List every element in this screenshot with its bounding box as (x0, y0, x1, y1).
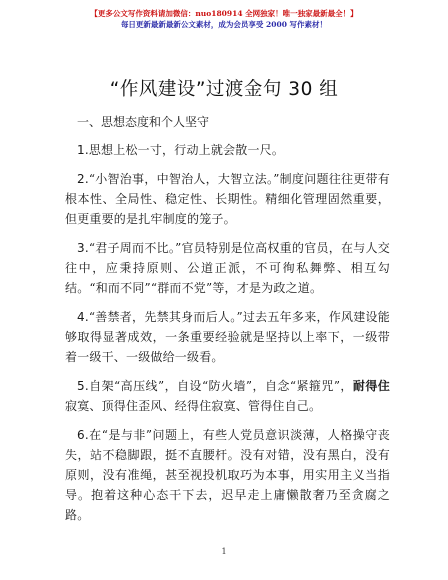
banner-update-line: 每日更新最新最新公文素材，成为会员享受 2000 写作素材！ (120, 20, 328, 29)
paragraph-3 (65, 238, 390, 298)
paragraph-number: 4. (77, 310, 89, 324)
paragraph-text: 思想上松一寸，行动上就会散一尺。 (88, 143, 285, 157)
document-title: “作风建设”过渡金句 30 组 (109, 79, 339, 100)
paragraph-number: 3. (77, 241, 89, 255)
banner-promo-line: 【更多公文写作资料请加微信：nuo180914 全网独家！唯一独家最新最全！】 (90, 9, 358, 18)
paragraph-number: 1. (77, 143, 89, 157)
paragraph-text: “善禁者，先禁其身而后人。”过去五年多来，作风建设能够取得显著成效，一条重要经验就是坚持以上率下，一级带着一级干、一级做给一级看。 (65, 310, 390, 364)
paragraph-text: “君子周而不比。”官员特别是位高权重的官员，在与人交往中，应秉持原则、公道正派，不可徇私舞弊、相互勾结。“和而不同”“群而不党”等，才是为政之道。 (65, 241, 390, 295)
paragraph-number: 5. (77, 379, 89, 393)
document-body (65, 112, 390, 534)
paragraph-text: 自架“高压线”，自设“防火墙”，自念“紧箍咒”， (88, 379, 353, 393)
paragraph-4 (65, 307, 390, 367)
page-number: 1 (221, 547, 227, 556)
paragraph-2 (65, 169, 390, 229)
paragraph-number: 2. (77, 172, 89, 186)
paragraph-text: 在“是与非”问题上，有些人党员意识淡薄，人格操守丧失，站不稳脚跟，挺不直腰杆。没有对错，没有黑白，没有原则，没有准绳，甚至视投机取巧为本事，用实用主义当指导。抱着这种心态干下去，迟早走上庸懒散奢乃至贪腐之路。 (65, 428, 390, 522)
paragraph-1 (65, 140, 390, 160)
section-heading: 一、思想态度和个人坚守 (77, 115, 210, 129)
paragraph-text-continued: 寂寞、顶得住歪风、经得住寂寞、管得住自己。 (65, 399, 322, 413)
paragraph-5 (65, 376, 390, 416)
header-banner (0, 8, 448, 30)
paragraph-text: “小智治事，中智治人，大智立法。”制度问题往往更带有根本性、全局性、稳定性、长期性。精细化管理固然重要，但更重要的是扎牢制度的笼子。 (65, 172, 390, 226)
paragraph-6 (65, 425, 390, 525)
paragraph-number: 6. (77, 428, 89, 442)
paragraph-bold-text: 耐得住 (352, 379, 390, 393)
